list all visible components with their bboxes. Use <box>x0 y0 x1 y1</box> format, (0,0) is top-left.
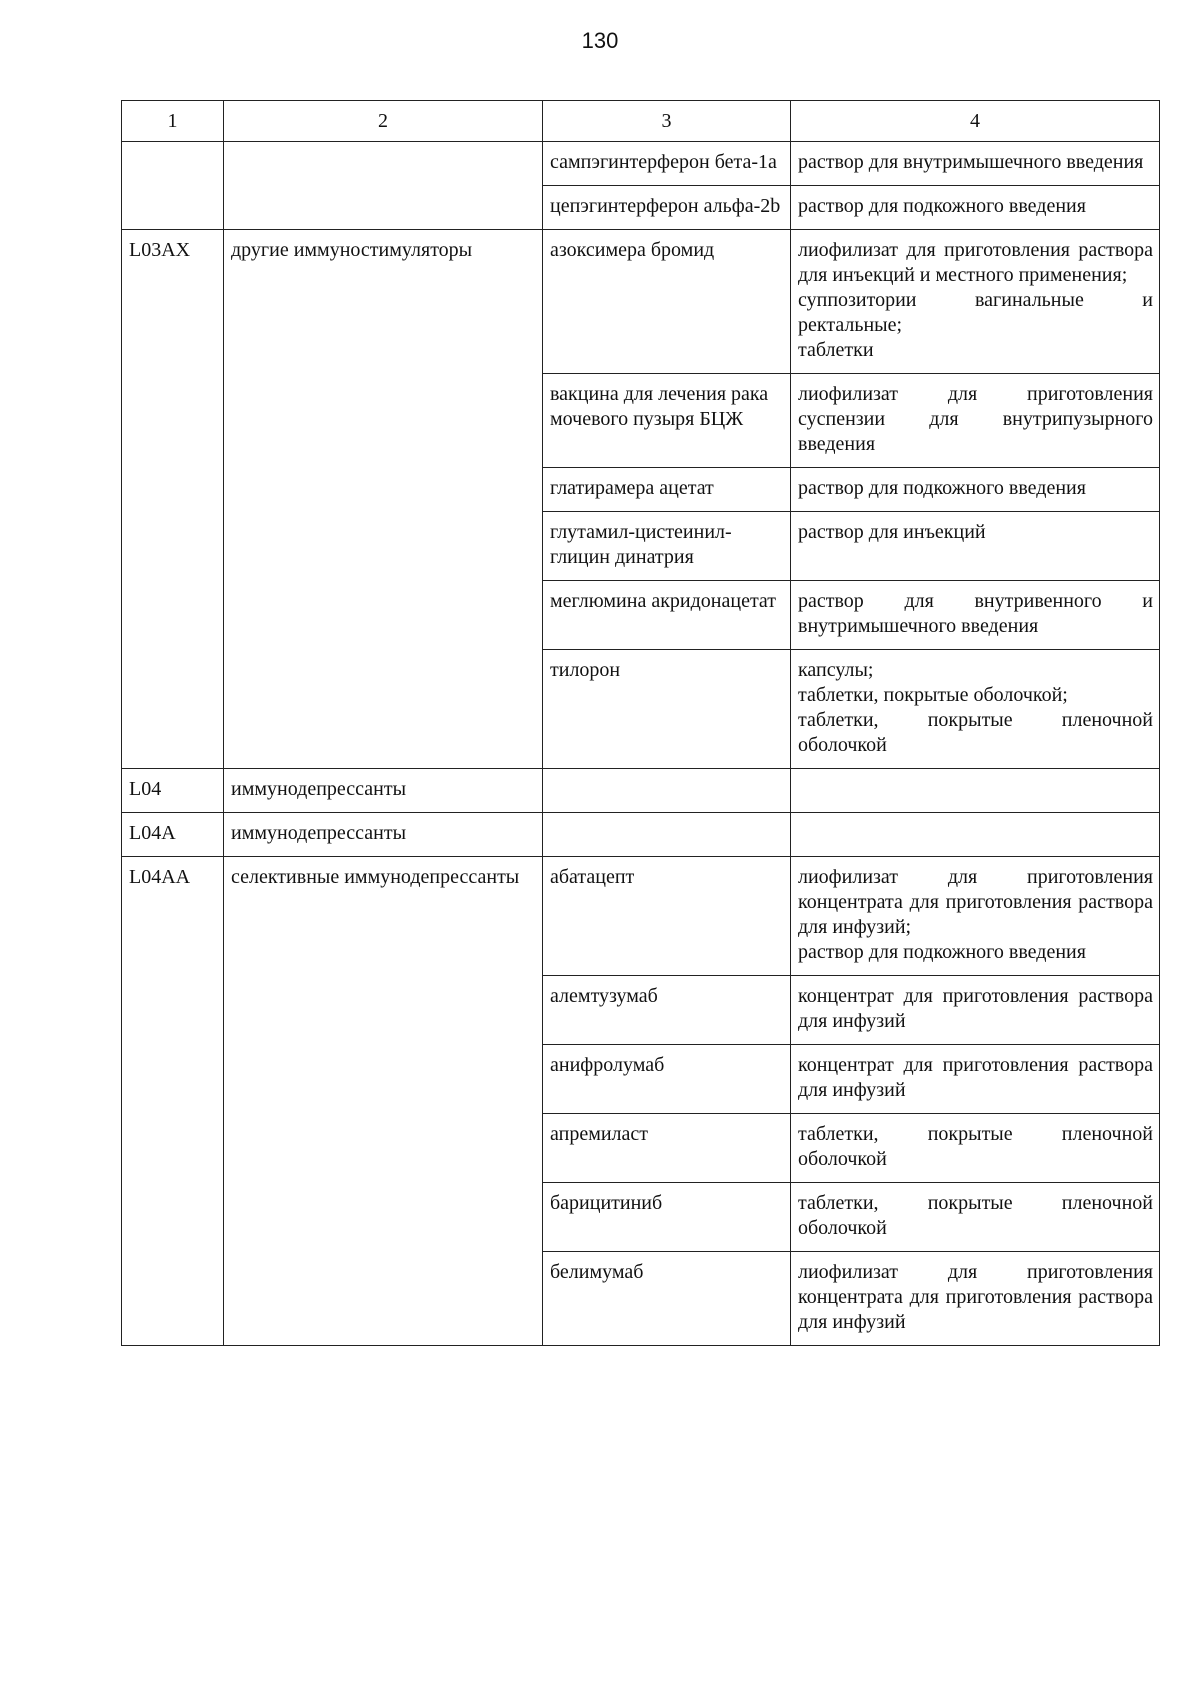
dosage-form-cell <box>791 230 1160 374</box>
group-name-cell: иммунодепрессанты <box>224 769 543 813</box>
drug-name-cell <box>543 769 791 813</box>
dosage-form-line: концентрат для приготовления раствора для инфузий <box>798 985 1153 1032</box>
table-row <box>122 813 1160 857</box>
drug-name-cell: тилорон <box>543 650 791 769</box>
dosage-form-cell <box>791 468 1160 512</box>
atc-code-cell: L04A <box>122 813 224 857</box>
dosage-form-cell <box>791 142 1160 186</box>
dosage-form-line: лиофилизат для приготовления концентрата для приготовления раствора для инфузий <box>798 1261 1153 1333</box>
dosage-form-cell <box>791 769 1160 813</box>
group-name-cell: селективные иммунодепрессанты <box>224 857 543 1346</box>
drug-name-cell: анифролумаб <box>543 1045 791 1114</box>
dosage-form-cell <box>791 186 1160 230</box>
drug-name-cell: абатацепт <box>543 857 791 976</box>
column-header-1: 1 <box>122 101 224 142</box>
dosage-form-cell <box>791 1045 1160 1114</box>
dosage-form-cell <box>791 1114 1160 1183</box>
dosage-form-line: раствор для внутривенного и внутримышечного введения <box>798 590 1153 637</box>
dosage-form-line: раствор для инъекций <box>798 521 986 543</box>
drug-name-cell: цепэгинтерферон альфа-2b <box>543 186 791 230</box>
drug-name-cell: глатирамера ацетат <box>543 468 791 512</box>
dosage-form-line: таблетки, покрытые оболочкой; <box>798 684 1068 706</box>
drug-name-cell: барицитиниб <box>543 1183 791 1252</box>
dosage-form-line: концентрат для приготовления раствора для инфузий <box>798 1054 1153 1101</box>
drug-name-cell <box>543 813 791 857</box>
column-header-2: 2 <box>224 101 543 142</box>
dosage-form-line: раствор для подкожного введения <box>798 477 1086 499</box>
table-body <box>122 142 1160 1346</box>
dosage-form-line: таблетки, покрытые пленочной оболочкой <box>798 1123 1153 1170</box>
atc-code-cell <box>122 142 224 230</box>
dosage-form-line: таблетки, покрытые пленочной оболочкой <box>798 1192 1153 1239</box>
drug-name-cell: меглюмина акридонацетат <box>543 581 791 650</box>
dosage-form-line: капсулы; <box>798 659 874 681</box>
dosage-form-line: раствор для подкожного введения <box>798 941 1086 963</box>
page-number: 130 <box>581 28 619 53</box>
group-name-cell <box>224 142 543 230</box>
column-header-4: 4 <box>791 101 1160 142</box>
table-row <box>122 857 1160 976</box>
table-row <box>122 142 1160 186</box>
drug-name-cell: вакцина для лечения рака мочевого пузыря БЦЖ <box>543 374 791 468</box>
dosage-form-line: таблетки, покрытые пленочной оболочкой <box>798 709 1153 756</box>
atc-code-cell: L04AA <box>122 857 224 1346</box>
drug-name-cell: алемтузумаб <box>543 976 791 1045</box>
dosage-form-cell <box>791 512 1160 581</box>
dosage-form-cell <box>791 1252 1160 1346</box>
dosage-form-line: суппозитории вагинальные и ректальные; <box>798 289 1153 336</box>
dosage-form-cell <box>791 813 1160 857</box>
table-header-row <box>122 101 1160 142</box>
dosage-form-cell <box>791 976 1160 1045</box>
table-row <box>122 769 1160 813</box>
atc-code-cell: L03AX <box>122 230 224 769</box>
dosage-form-cell <box>791 650 1160 769</box>
dosage-form-line: лиофилизат для приготовления концентрата для приготовления раствора для инфузий; <box>798 866 1153 938</box>
group-name-cell: другие иммуностимуляторы <box>224 230 543 769</box>
dosage-form-cell <box>791 374 1160 468</box>
dosage-form-cell <box>791 857 1160 976</box>
atc-code-cell: L04 <box>122 769 224 813</box>
drug-name-cell: азоксимера бромид <box>543 230 791 374</box>
table-row <box>122 230 1160 374</box>
dosage-form-line: раствор для внутримышечного введения <box>798 151 1144 173</box>
dosage-form-line: лиофилизат для приготовления суспензии для внутрипузырного введения <box>798 383 1153 455</box>
drug-name-cell: апремиласт <box>543 1114 791 1183</box>
drug-name-cell: белимумаб <box>543 1252 791 1346</box>
drug-name-cell: сампэгинтерферон бета-1a <box>543 142 791 186</box>
dosage-form-line: таблетки <box>798 339 874 361</box>
dosage-form-cell <box>791 581 1160 650</box>
drug-name-cell: глутамил-цистеинил-глицин динатрия <box>543 512 791 581</box>
dosage-form-cell <box>791 1183 1160 1252</box>
drug-table <box>121 100 1160 1346</box>
column-header-3: 3 <box>543 101 791 142</box>
dosage-form-line: лиофилизат для приготовления раствора для инъекций и местного применения; <box>798 239 1153 286</box>
dosage-form-line: раствор для подкожного введения <box>798 195 1086 217</box>
group-name-cell: иммунодепрессанты <box>224 813 543 857</box>
